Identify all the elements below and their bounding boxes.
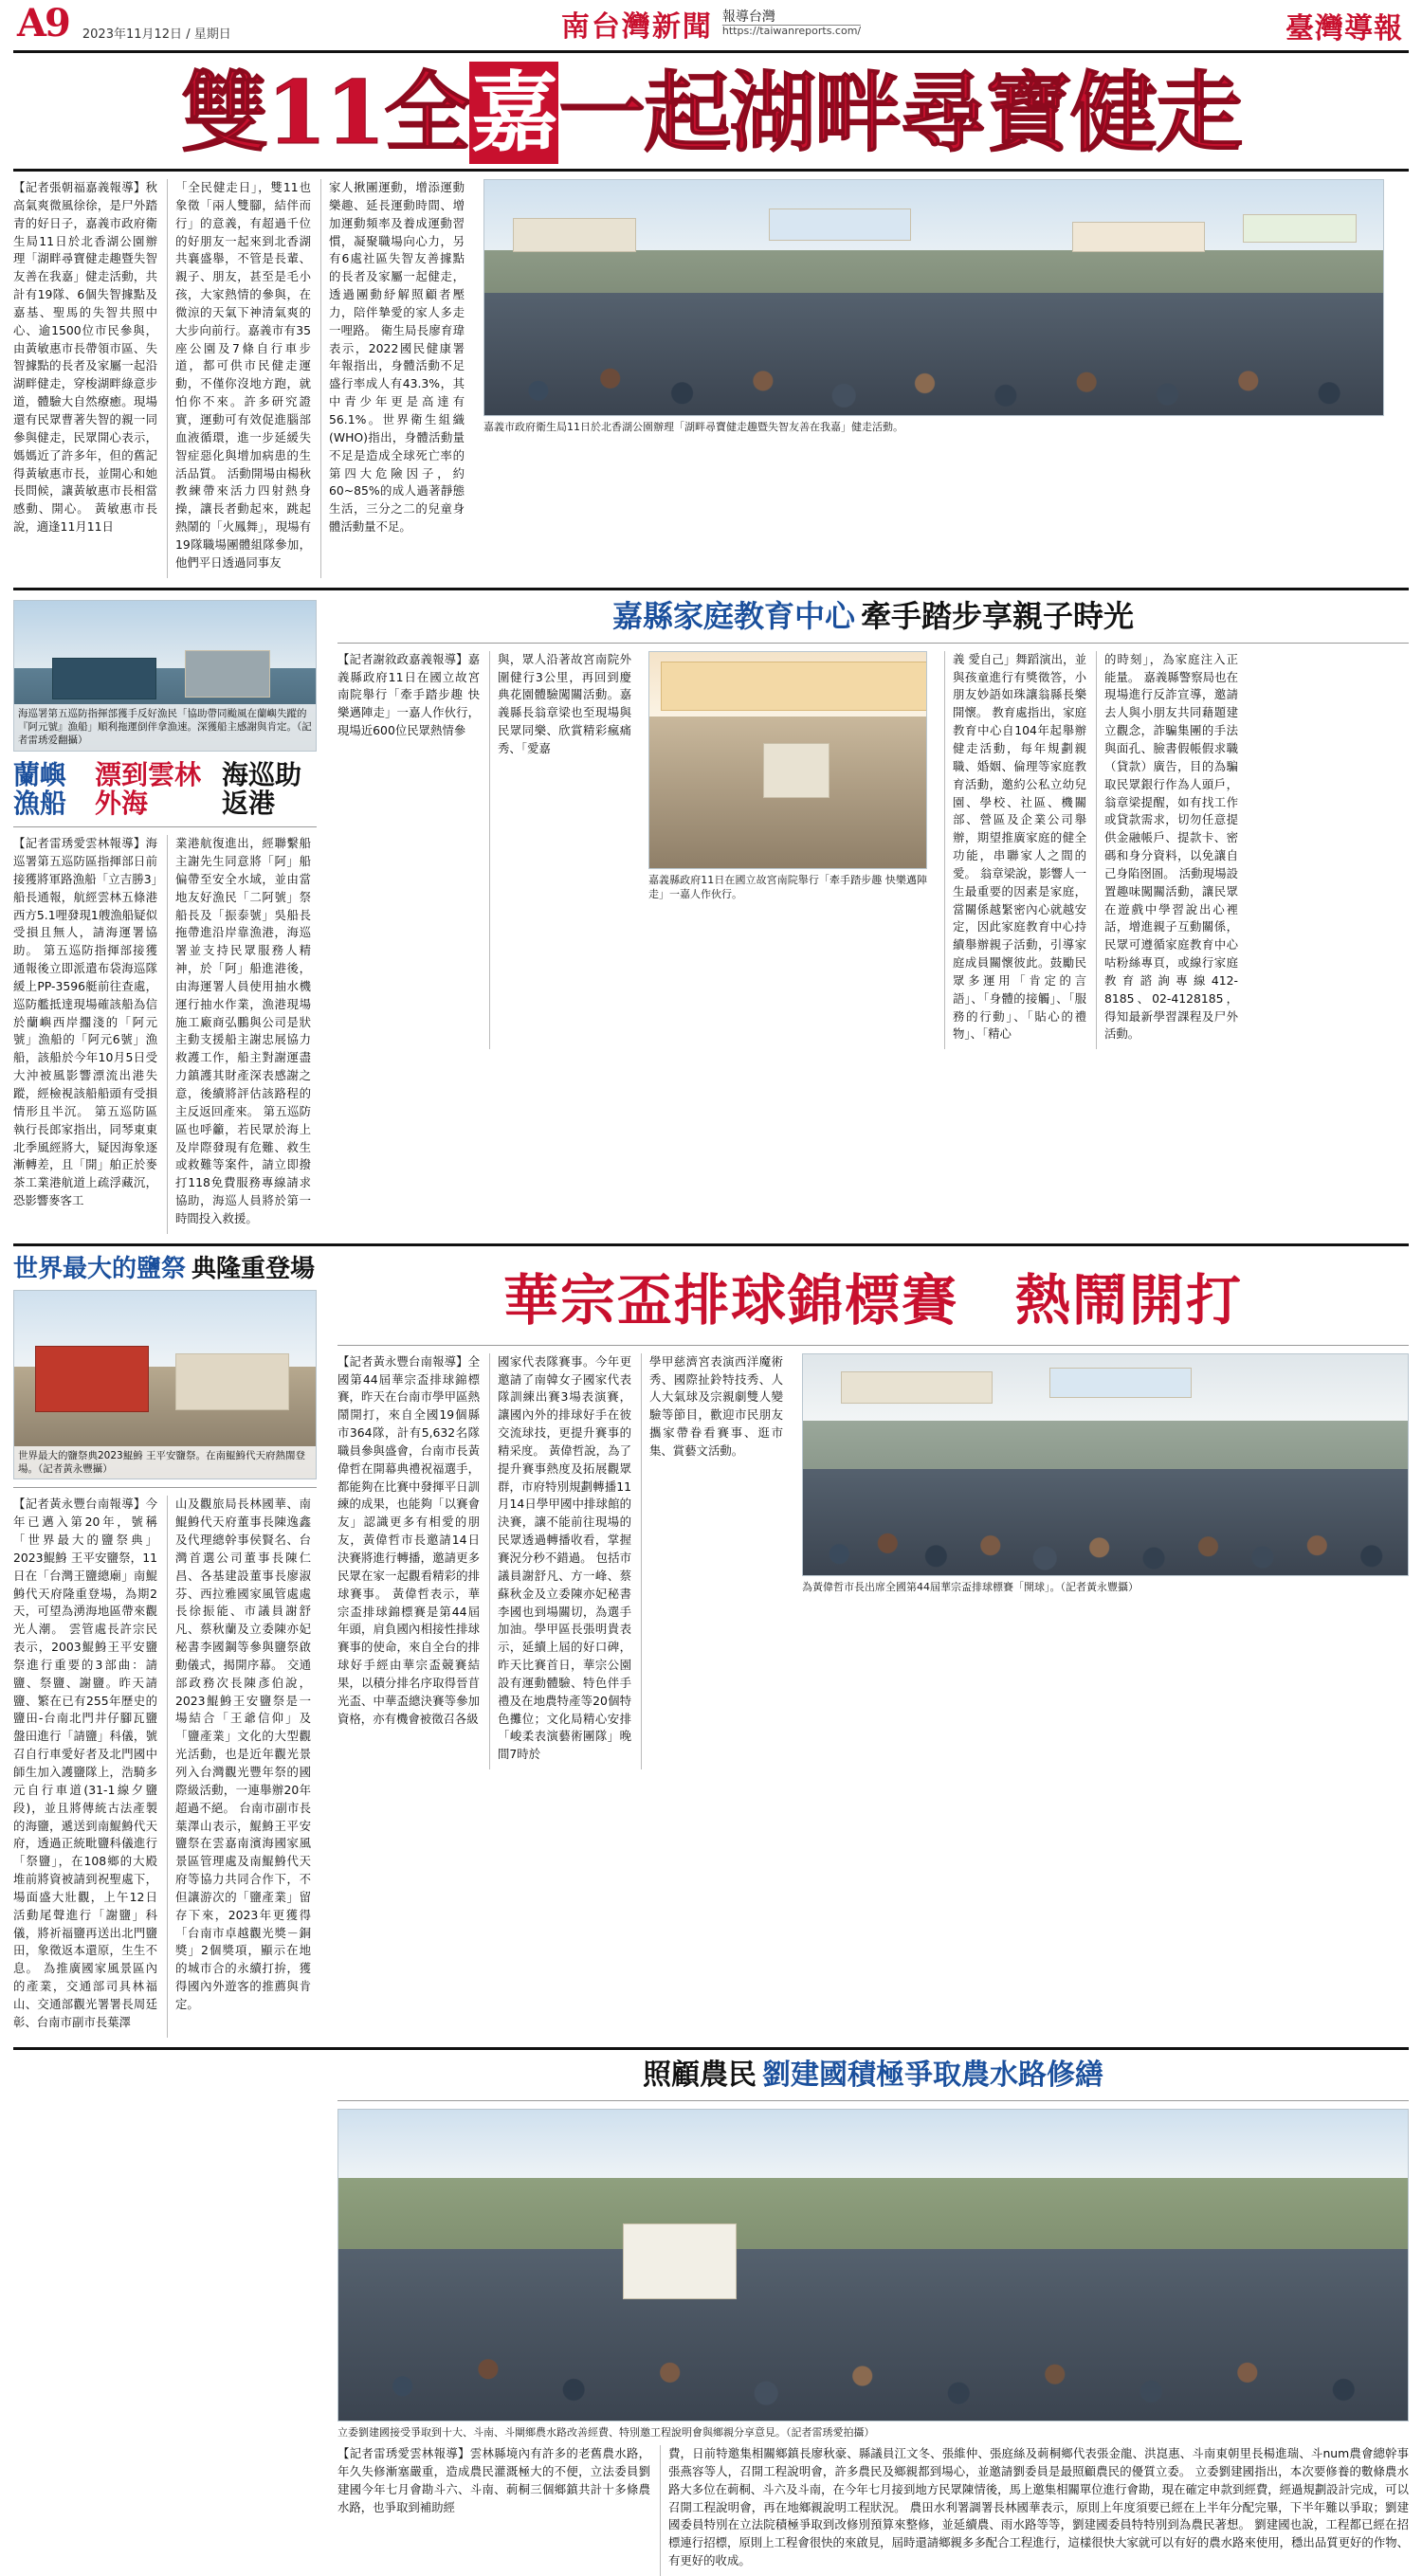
lanyu-col-2 xyxy=(167,835,311,1234)
paragraph: 【記者謝敘政嘉義報導】嘉義縣政府11日在國立故宮南院舉行「牽手踏步趣 快樂邁陣走」一嘉人作伙行，現場近600位民眾熱情參 xyxy=(337,651,480,738)
farm-col-2 xyxy=(660,2445,1409,2576)
photo-caption: 立委劉建國接受爭取到十大、斗南、斗閘鄉農水路改善經費、特別邀工程說明會與鄉親分享意見。（記者雷琇愛拍攝） xyxy=(337,2425,875,2439)
paragraph: 【記者雷琇愛雲林報導】雲林縣境內有許多的老舊農水路，年久失修漸塞嚴重，造成農民灌溉極大的不便，立法委員劉建國今年七月會勘斗六、斗南、莿桐三個鄉鎮共計十多條農水路，也爭取到補助經 xyxy=(337,2446,650,2514)
family-edu-story xyxy=(326,597,1409,1234)
farm-band xyxy=(13,2059,1409,2576)
lanyu-col-1 xyxy=(13,835,157,1234)
paragraph: 義 愛自己」舞蹈演出，並與孩童進行有獎徵答，小朋友妙語如珠讓翁縣長樂開懷。 教育處指出，家庭教育中心自104年起舉辦健走活動，每年規劃親職、婚姻、倫理等家庭教育活動，邀約公私立幼兒園、學校、社區、機關部、營區及企業公司舉辦，期望推廣家庭的健全功能，串聯家人之間的愛。 翁章梁說，影響人一生最重要的因素是家庭，當關係越緊密內心就越安定，因此家庭教育中心持續舉辦親子活動，引導家庭成員關懷彼此。鼓勵民眾多運用「肯定的言語」、「身體的接觸」、「服務的行動」、「貼心的禮物」、「精心 xyxy=(953,651,1086,1042)
headline-black: 海巡助返港 xyxy=(222,758,302,820)
fe-col-2 xyxy=(489,651,631,1050)
headline-part1: 雙11全 xyxy=(180,62,469,164)
vb-col-1 xyxy=(337,1353,480,1769)
headline-black: 典隆重登場 xyxy=(191,1254,316,1283)
masthead-subtitle: 報導台灣 xyxy=(721,9,775,25)
family-edu-headline xyxy=(337,597,1409,634)
paragraph: 業港航復進出，經聯繫船主謝先生同意將「阿」船偏帶至安全水域，並由當地友好漁民「二阿號」祭船長及「振泰號」吳船長拖帶進沿岸靠漁港，海巡署並支持民眾服務人精神，於「阿」船進港後，由海運署人員使用抽水機運行抽水作業，漁港現場施工廠商弘鵬與公司是狀主動支援船主謝忠展協力救護工作，船主對謝運盡力鎮護其財產深表感謝之意，後續將評估該路程的主反返回產來。 第五巡防區也呼籲，若民眾於海上及岸際發現有危難、救生或救難等案件，請立即撥打118免費服務專線請求協助，海巡人員將於第一時間投入救援。 xyxy=(175,836,311,1225)
volleyball-body xyxy=(337,1353,1409,1769)
lead-photo xyxy=(483,179,1384,416)
headline-rule xyxy=(13,169,1409,172)
fe-col-4 xyxy=(1096,651,1238,1050)
vb-col-3 xyxy=(641,1353,783,1769)
headline-blue: 劉建國積極爭取農水路修繕 xyxy=(762,2058,1103,2092)
page-letter: A xyxy=(17,1,46,45)
section-divider-2 xyxy=(13,1243,1409,1246)
headline-blue: 蘭嶼漁船 xyxy=(13,758,67,820)
farm-col-1 xyxy=(337,2445,650,2576)
headline-part2: 一起湖畔尋寶健走 xyxy=(558,62,1242,164)
headline-black: 牽手踏步享親子時光 xyxy=(861,597,1135,634)
headline-boxed: 嘉 xyxy=(471,62,557,164)
section-divider xyxy=(13,588,1409,590)
lanyu-photo xyxy=(13,600,317,752)
paragraph: 「全民健走日」，雙11也象徵「兩人雙腳，結伴而行」的意義，有超過千位的好朋友一起來到北香湖共襄盛舉，不管是長輩、親子、朋友，甚至是毛小孩，大家熱情的參與，在微涼的天氣下神清氣爽的大步向前行。嘉義市有35座公園及7條自行車步道，都可供市民健走運動，不僅你沒地方跑，就怕你不來。許多研究證實，運動可有效促進腦部血液循環，進一步延緩失智症惡化與增加病患的生活品質。 活動開場由楊秋教練帶來活力四射熱身操，讓長者動起來，跳起熱鬧的「火鳳舞」，現場有19隊職場團體組隊參加，他們平日透過同事友 xyxy=(175,180,311,570)
salt-col-1 xyxy=(13,1496,157,2037)
paragraph: 【記者黃永豐台南報導】今年已邁入第20年，號稱「世界最大的鹽祭典」2023鯤鯓 王平安鹽祭，11日在「台灣王鹽總廟」南鯤鯓代天府隆重登場，為期2天，可望為湧海地區帶來觀光人潮。 雲管處長許宗民表示，2003鯤鯓王平安鹽祭進行重要的3部曲：請鹽、祭鹽、謝鹽。昨天請鹽、繁在已有255年歷史的鹽田-台南北門井仔腳瓦鹽盤田進行「請鹽」科儀，號召自行車愛好者及北門國中師生加入護鹽隊上，浩騎多元自行車道(31-1線夕鹽段)，並且將傳統古法產製的海鹽，遞送到南鯤鯓代天府，透過正統毗鹽科儀進行「祭鹽」，在108鄉的大殿堆前將資被請到祝聖處下，場面盛大壯觀，上午12日活動尾聲進行「謝鹽」科儀，將祈福鹽再送出北門鹽田，象徵返本還原，生生不息。 為推廣國家風景區內的產業，交通部司具林福山、交通部觀光署署長周廷彰、台南市副市長葉澤 xyxy=(13,1497,157,2029)
third-band xyxy=(13,1256,1409,2038)
masthead-url[interactable]: https://taiwanreports.com/ xyxy=(721,25,862,38)
family-edu-body xyxy=(337,651,1409,1050)
mid-band xyxy=(13,597,1409,1234)
vb-photo-block xyxy=(793,1353,1409,1769)
volleyball-photo xyxy=(802,1353,1409,1576)
page-number: 9 xyxy=(45,1,71,45)
farm-photo xyxy=(337,2109,1409,2422)
farm-story xyxy=(326,2059,1409,2576)
photo-caption: 嘉義市政府衛生局11日於北香湖公園辦理「湖畔尋寶健走趣暨失智友善在我嘉」健走活動。 xyxy=(483,421,903,433)
headline-red: 漂到雲林外海 xyxy=(95,758,202,820)
paragraph: 國家代表隊賽事。今年更邀請了南韓女子國家代表隊訓練出賽3場表演賽，讓國內外的排球好手在彼交流球技，更提升賽事的精采度。 黃偉哲說，為了提升賽事熱度及拓展觀眾群，市府特別規劃轉播11月14日學甲國中排球館的決賽，讓不能前往現場的民眾透過轉播收看，掌握賽況分秒不錯過。 包括市議員謝舒凡、方一峰、蔡蘇秋金及立委陳亦妃秘書李國也到場關切，為選手加油。學甲區長張明貴表示，延續上屆的好口碑，昨天比賽首日，華宗公園設有運動體驗、特色伴手禮及在地農特產等20個特色攤位；文化局精心安排「峻柔表演藝術團隊」晚間7時於 xyxy=(498,1353,631,1762)
paragraph: 學甲慈濟宮表演西洋魔術秀、國際扯鈴特技秀、人人大氣球及宗親劇雙人變驗等節目，歡迎市民朋友攜家帶眷看賽事、逛市集、賞藝文活動。 xyxy=(649,1353,783,1458)
lead-col-2 xyxy=(167,179,311,578)
photo-caption: 海巡署第五巡防指揮部獲手反好漁民「協助帶同颱風在蘭嶼失蹤的『阿元號』漁船」順利拖運倒伴拿漁速。深獲船主感謝與肯定。（記者雷琇爱翻攝） xyxy=(14,704,316,751)
lead-col-3 xyxy=(320,179,465,578)
main-headline xyxy=(13,63,1409,163)
headline-blue: 嘉縣家庭教育中心 xyxy=(611,597,855,634)
vb-col-2 xyxy=(489,1353,631,1769)
paragraph: 的時刻」，為家庭注入正能量。 嘉義縣警察局也在現場進行反詐宣導，邀請去人與小朋友共同藉題建立觀念，詐騙集團的手法與面孔、臉書假帳假求職（貸款）廣告，目的為騙取民眾銀行作為人頭戶，翁章梁提醒，如有找工作或貸款需求，切勿任意提供金融帳戶、提款卡、密碼和身分資料，以免讓自己身陷囹圄。 活動現場設置趣味闖關活動，讓民眾在遊戲中學習說出心裡話，增進親子互動關係， 民眾可遵循家庭教育中心咕粉絲專頁，或線行家庭教育諮詢專線412-8185、02-4128185，得知最新學習課程及尸外活動。 xyxy=(1104,651,1238,1042)
farm-headline xyxy=(337,2059,1409,2091)
paragraph: 【記者雷琇愛雲林報導】海巡署第五巡防區指揮部日前接獲將軍路漁船「立吉勝3」船長通報，航經雲林五條港西方5.1哩發現1艘漁船疑似受損且無人，請海運署協助。 第五巡防指揮部接獲通報後立即派遣布袋海巡隊緩上PP-3596艇前往查處，巡防艦抵達現場確該船為信於蘭嶼西岸擱淺的「阿元號」漁船的「阿元6號」漁船，該船於今年10月5日受大沖被風影響漂流出港失蹤，經檢視該船船頭有受損情形且半沉。 第五巡防區執行長郎家指出，同琴東東北季風經將大，疑因海象逐漸轉差，且「開」舶正於麥茶工業港航道上疏浮藏沉，恐影響麥客工 xyxy=(13,836,157,1208)
volleyball-story xyxy=(326,1256,1409,2038)
headline-blue: 世界最大的鹽祭 xyxy=(13,1254,187,1283)
paragraph: 【記者黃永豐台南報導】全國第44屆華宗盃排球錦標賽，昨天在台南市學甲區熱鬧開打，來自全國19個縣市364隊，計有5,632名隊職員參與盛會，台南市長黃偉哲在開幕典禮祝福選手，都能夠在比賽中發揮平日訓練的成果，也能夠「以賽會友」認識更多有相愛的朋友，黃偉哲市長邀請14日決賽將進行轉播，邀請更多民眾在家一起觀看精彩的排球賽事。 黃偉哲表示，華宗盃排球錦標賽是第44屆年頭，肩負國內相接性排球賽事的使命，來自全台的排球好手經由華宗盃競賽結果，以積分排名序取得晉苜光盃、中華盃總決賽等參加資格，亦有機會被徵召各級 xyxy=(337,1353,480,1726)
lead-story xyxy=(13,179,1409,578)
section-divider-3 xyxy=(13,2047,1409,2050)
folio xyxy=(17,1,231,45)
issue-date: 2023年11月12日 / 星期日 xyxy=(82,27,231,42)
paragraph: 家人揪團運動，增添運動樂趣、延長運動時間、增加運動頻率及養成運動習慣，凝聚職場向心力，另有6處社區失智友善據點的長者及家屬一起健走，透過團動紓解照顧者壓力，陪伴摯愛的家人多走一哩路。 衛生局長廖育瑋表示，2022國民健康署年報指出，身體活動不足盛行率成人有43.3%，其中青少年更是高達有56.1%。世界衛生組織(WHO)指出，身體活動量不足是造成全球死亡率的第四大危險因子，約60~85%的成人過著靜態生活，三分之二的兒童身體活動量不足。 xyxy=(329,180,465,535)
lead-col-1 xyxy=(13,179,157,578)
lead-photo-block xyxy=(474,179,1384,578)
salt-story xyxy=(13,1256,317,2038)
paragraph: 【記者張朝福嘉義報導】秋高氣爽微風徐徐，是尸外踏青的好日子，嘉義市政府衛生局11日於北香湖公園辦理「湖畔尋寶健走趣暨失智友善在我嘉」健走活動，共計有19隊、6個失智據點及嘉基、聖馬的失智共照中心、逾1500位市民參與，由黃敏惠市長帶領市區、失智據點的長者及家屬一起沿湖畔健走，穿梭湖畔綠意步道，體驗大自然療癒。現場還有民眾曹著失智的親一同參與健走，民眾開心表示，媽媽近了許多年，但的舊記得黃敏惠市長，並開心和她長問候，讓黃敏惠市長相當感動、開心。 黃敏惠市長說，適逢11月11日 xyxy=(13,180,157,535)
paragraph: 費，日前特邀集相關鄉鎮長廖秋豪、縣議員江文冬、張維仲、張庭絲及莿桐鄉代表張金龍、洪崑惠、斗南東朝里長楊進瑞、斗num農會總幹事張燕容等人，召開工程說明會，許多農民及鄉親都到場心，並邀請劉委員是最照顧農民的優質立委。 立委劉建國指出，本次要修養的數條農水路大多位在莿桐、斗六及斗南，在今年七月接到地方民眾陳情後，馬上邀集相關單位進行會勘，現在確定申款到經費，經過規劃設計完成，可以召開工程說明會，再在地鄉親說明工程狀況。 農田水利署調署長林國華表示，原則上年度須要已經在上半年分配完畢，下半年難以爭取；劉建國委員特別在立法院積極爭取到改修別預算來整修，並延續農、雨水路等等，劉建國委員特特別到為農民著想。 劉建國也說，工程都已經在招標連行招標，原則上工程會很快的來啟見，屆時還請鄉親多多配合工程進行，這樣很快大家就可以有好的農水路來使用，穩出品質更好的作物、有更好的收成。 xyxy=(668,2446,1409,2568)
salt-col-2 xyxy=(167,1496,311,2037)
fe-col-1 xyxy=(337,651,480,1050)
farm-left-spacer xyxy=(13,2059,317,2576)
family-edu-photo xyxy=(648,651,927,869)
masthead xyxy=(13,0,1409,53)
farm-body xyxy=(337,2445,1409,2576)
fe-col-3 xyxy=(944,651,1086,1050)
paragraph: 山及觀旅局長林國華、南鯤鯓代天府董事長陳逸鑫及代理總幹事侯賢名、台灣首選公司董事長陳仁昌、各基建設董事長廖淑芬、西拉雅國家風管處處長徐振能、市議員謝舒凡、蔡秋蘭及立委陳亦妃秘書李國鋼等參與鹽祭啟動儀式，揭開序幕。 交通部政務次長陳彥伯說，2023鯤鯓王安鹽祭是一場結合「王爺信仰」及「鹽產業」文化的大型觀光活動，也是近年觀光景列入台灣觀光豐年祭的國際級活動，一連舉辦20年超過不絕。 台南市副市長葉澤山表示，鯤鯓王平安鹽祭在雲嘉南濱海國家風景區管理處及南鯤鯓代天府等協力共同合作下，不但讓游次的「鹽產業」留存下來，2023年更獲得「台南市卓越觀光獎－銅獎」2個獎項，顯示在地的城巿合的永續打拚，獲得國內外遊客的推薦與肯定。 xyxy=(175,1497,311,2011)
lanyu-headline xyxy=(13,758,317,820)
section-title: 南台灣新聞 xyxy=(560,10,713,44)
paper-name: 臺灣導報 xyxy=(1285,12,1403,45)
headline-black: 照顧農民 xyxy=(643,2058,757,2092)
masthead-center xyxy=(561,3,861,45)
salt-photo xyxy=(13,1290,317,1479)
volleyball-headline: 華宗盃排球錦標賽 熱鬧開打 xyxy=(502,1267,1243,1333)
photo-caption: 為黃偉哲市長出席全國第44屆華宗盃排球標賽「開球」。（記者黃永豐攝） xyxy=(802,1580,1139,1593)
paragraph: 與，眾人沿著故宮南院外圍健行3公里，再回到慶典花園體驗闖關活動。嘉義縣長翁章梁也至現場與民眾同樂、欣賞精彩瘋痛秀、「愛嘉 xyxy=(498,651,631,755)
photo-caption: 嘉義縣政府11日在國立故宮南院舉行「牽手踏步趣 快樂邁陣走」一嘉人作伙行。 xyxy=(648,873,927,901)
lanyu-story xyxy=(13,600,317,1234)
photo-caption: 世界最大的鹽祭典2023鯤鯓 王平安鹽祭。在南鯤鯓代天府熱閙登場。（記者黃永豐攝） xyxy=(14,1446,316,1478)
salt-headline xyxy=(13,1256,317,1283)
fe-photo-block xyxy=(641,651,935,1050)
